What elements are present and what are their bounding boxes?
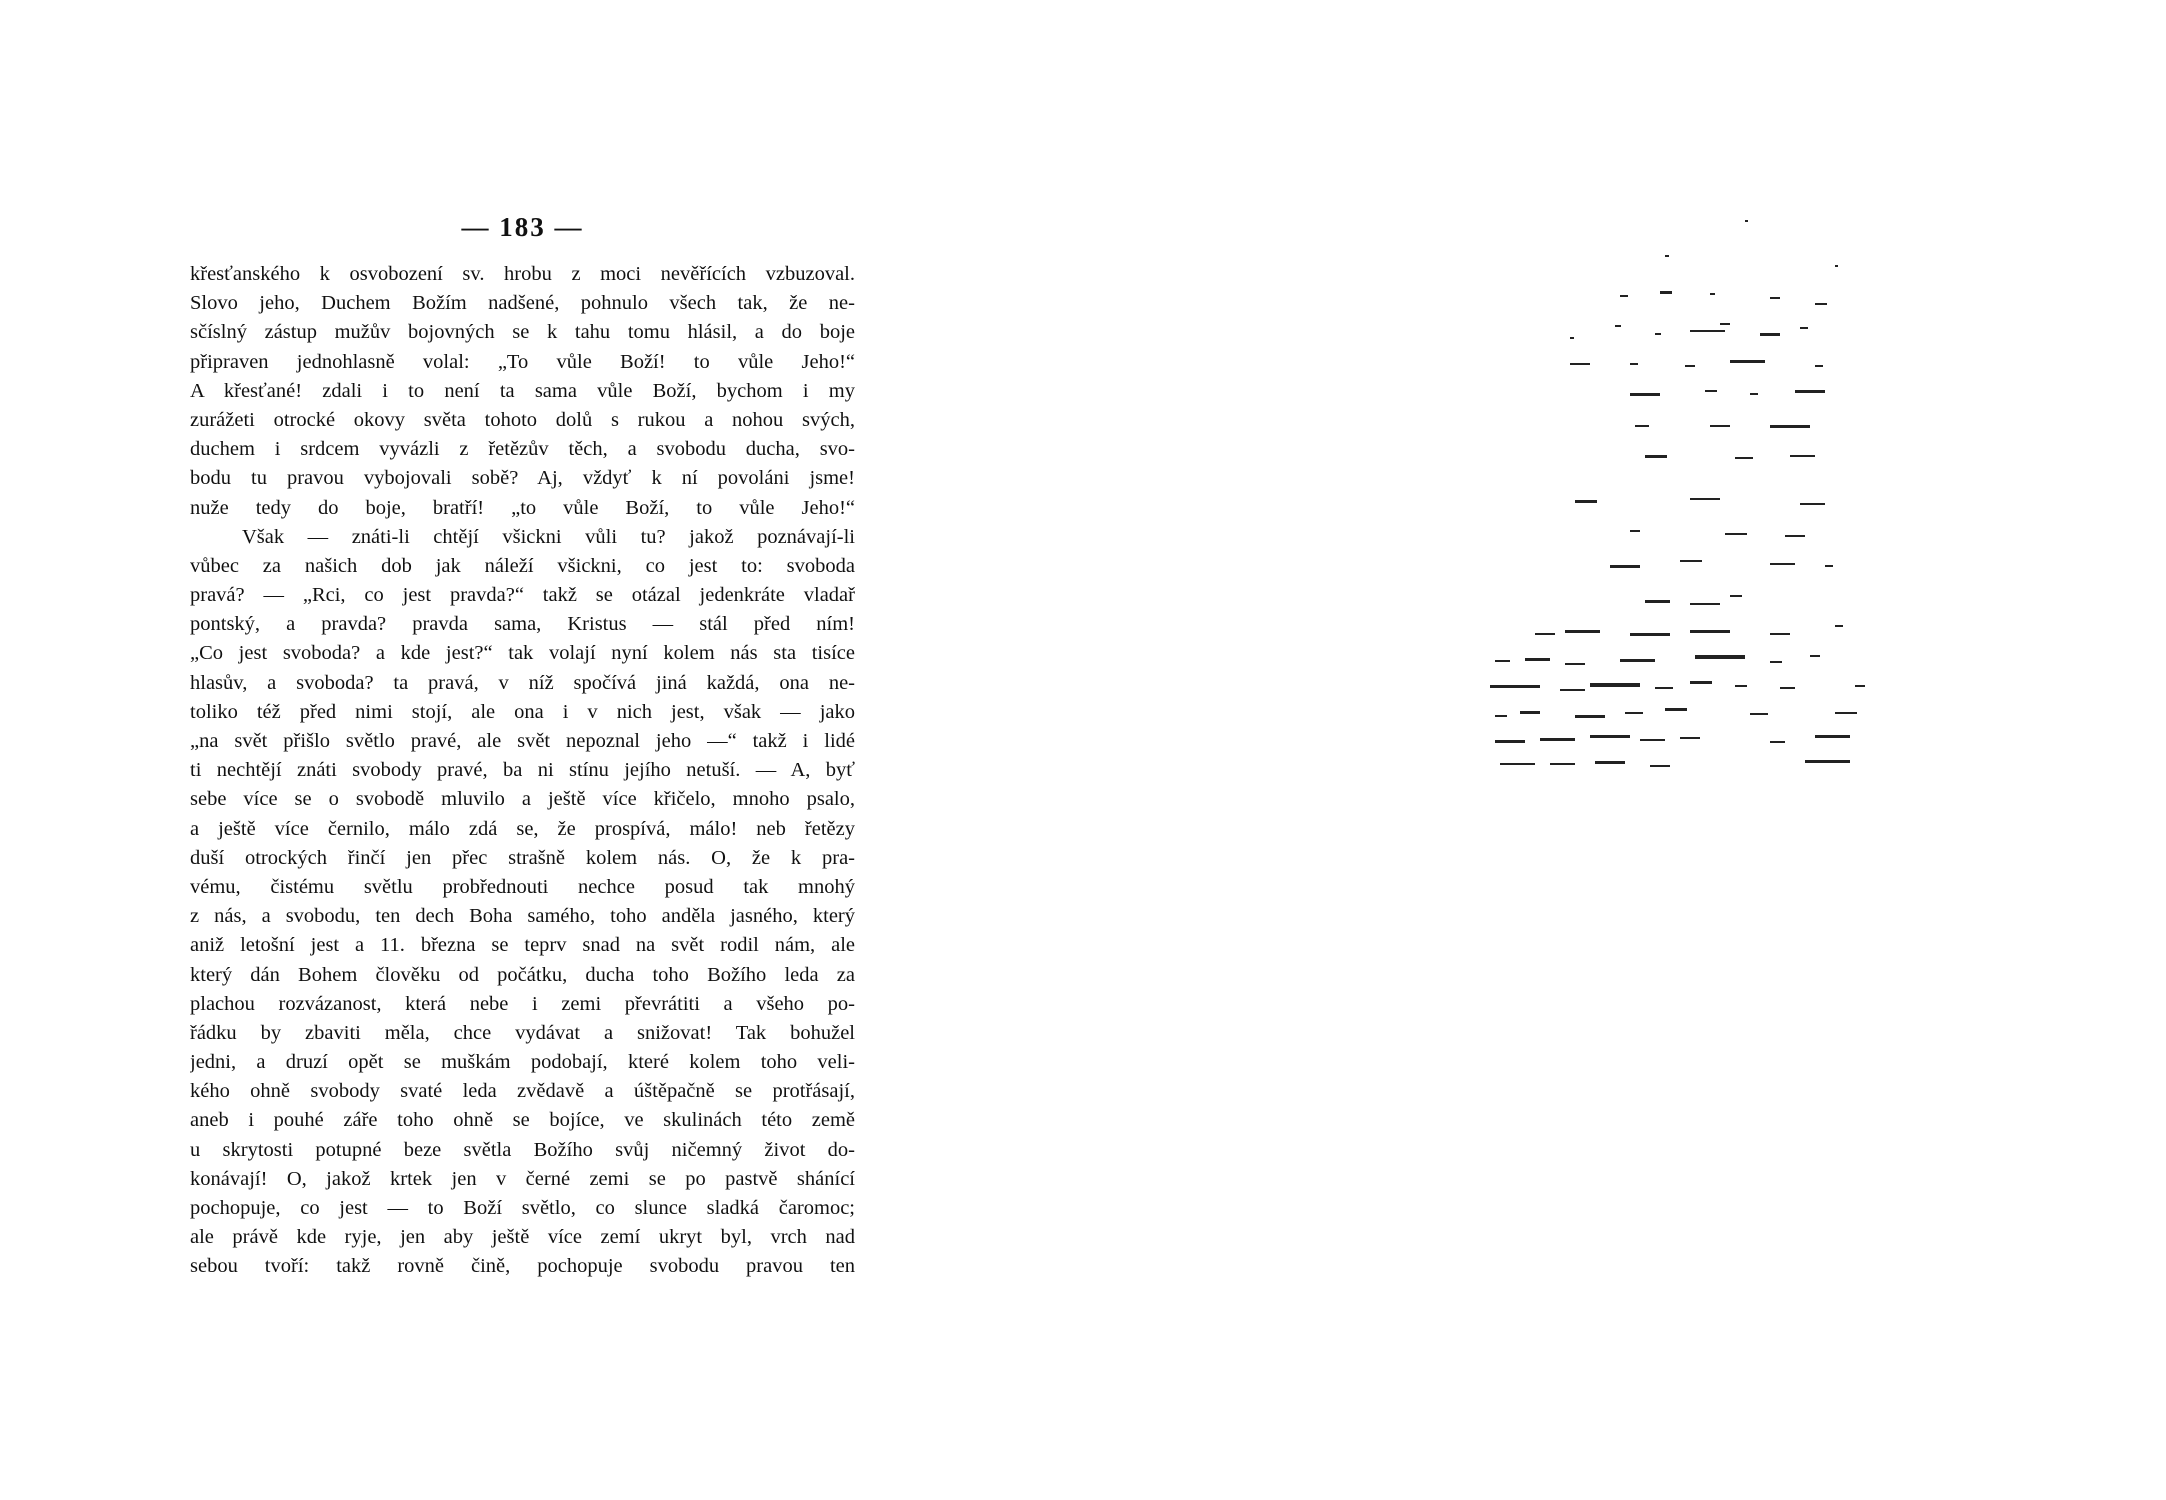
text-line: který dán Bohem člověku od počátku, ducha toho Božího leda za bbox=[190, 963, 855, 986]
text-line: sčíslný zástup mužův bojovných se k tahu tomu hlásil, a do boje bbox=[190, 321, 855, 344]
text-line: Však — znáti-li chtějí všickni vůli tu? jakož poznávají-li bbox=[242, 525, 855, 548]
text-line: vému, čistému světlu probřednouti nechce posud tak mnohý bbox=[190, 875, 855, 898]
text-line: aniž letošní jest a 11. března se teprv snad na svět rodil nám, ale bbox=[190, 934, 855, 957]
page-number: — 183 — bbox=[461, 212, 584, 242]
text-line: řádku by zbaviti měla, chce vydávat a snižovat! Tak bohužel bbox=[190, 1021, 855, 1044]
bleed-through-marks bbox=[1480, 215, 1900, 795]
text-line: „Co jest svoboda? a kde jest?“ tak volají nyní kolem nás sta tisíce bbox=[190, 642, 855, 665]
text-line: plachou rozvázanost, která nebe i zemi převrátiti a všeho po- bbox=[190, 992, 855, 1015]
text-line: u skrytosti potupné beze světla Božího svůj ničemný život do- bbox=[190, 1138, 855, 1161]
left-page bbox=[190, 200, 855, 1280]
text-line: sebe více se o svobodě mluvilo a ještě více křičelo, mnoho psalo, bbox=[190, 788, 855, 811]
text-line: pontský, a pravda? pravda sama, Kristus — stál před ním! bbox=[190, 613, 855, 636]
text-line: pravá? — „Rci, co jest pravda?“ takž se otázal jedenkráte vladař bbox=[190, 584, 855, 607]
text-line: A křesťané! zdali i to není ta sama vůle Boží, bychom i my bbox=[190, 379, 855, 402]
text-line: kého ohně svobody svaté leda zvědavě a úštěpačně se protřásají, bbox=[190, 1080, 855, 1103]
text-line: zurážeti otrocké okovy světa tohoto dolů s rukou a nohou svých, bbox=[190, 408, 855, 431]
text-line: hlasův, a svoboda? ta pravá, v níž spočívá jiná každá, ona ne- bbox=[190, 671, 855, 694]
text-line: pochopuje, co jest — to Boží světlo, co slunce sladká čaromoc; bbox=[190, 1197, 855, 1219]
text-line: křesťanského k osvobození sv. hrobu z moci nevěřících vzbuzoval. bbox=[190, 263, 855, 285]
text-line: připraven jednohlasně volal: „To vůle Boží! to vůle Jeho!“ bbox=[190, 350, 855, 373]
text-line: ti nechtějí znáti svobody pravé, ba ni stínu jejího netuší. — A, byť bbox=[190, 759, 855, 782]
text-line: ale právě kde ryje, jen aby ještě více zemí ukryt byl, vrch nad bbox=[190, 1226, 855, 1249]
text-line: sebou tvoří: takž rovně čině, pochopuje svobodu pravou ten bbox=[190, 1255, 855, 1278]
text-line: vůbec za našich dob jak náleží všickni, co jest to: svoboda bbox=[190, 554, 855, 577]
text-line: toliko též před nimi stojí, ale ona i v nich jest, však — jako bbox=[190, 700, 855, 723]
text-line: „na svět přišlo světlo pravé, ale svět nepoznal jeho —“ takž i lidé bbox=[190, 730, 855, 752]
text-line: duší otrockých řinčí jen přec strašně kolem nás. O, že k pra- bbox=[190, 846, 855, 869]
text-line: z nás, a svobodu, ten dech Boha samého, toho anděla jasného, který bbox=[190, 905, 855, 928]
text-line: bodu tu pravou vybojovali sobě? Aj, vždyť k ní povoláni jsme! bbox=[190, 467, 855, 490]
bleed-through-page bbox=[1480, 215, 1900, 795]
text-line: jedni, a druzí opět se muškám podobají, které kolem toho veli- bbox=[190, 1051, 855, 1074]
text-line: nuže tedy do boje, bratří! „to vůle Boží, to vůle Jeho!“ bbox=[190, 496, 855, 519]
text-line: a ještě více černilo, málo zdá se, že prospívá, málo! neb řetězy bbox=[190, 817, 855, 840]
text-line: duchem i srdcem vyvázli z řetězův těch, a svobodu ducha, svo- bbox=[190, 438, 855, 461]
body-text bbox=[190, 260, 855, 1282]
text-line: aneb i pouhé záře toho ohně se bojíce, ve skulinách této země bbox=[190, 1109, 855, 1132]
text-line: konávají! O, jakož krtek jen v černé zemi se po pastvě shánící bbox=[190, 1167, 855, 1190]
text-line: Slovo jeho, Duchem Božím nadšené, pohnulo všech tak, že ne- bbox=[190, 292, 855, 315]
